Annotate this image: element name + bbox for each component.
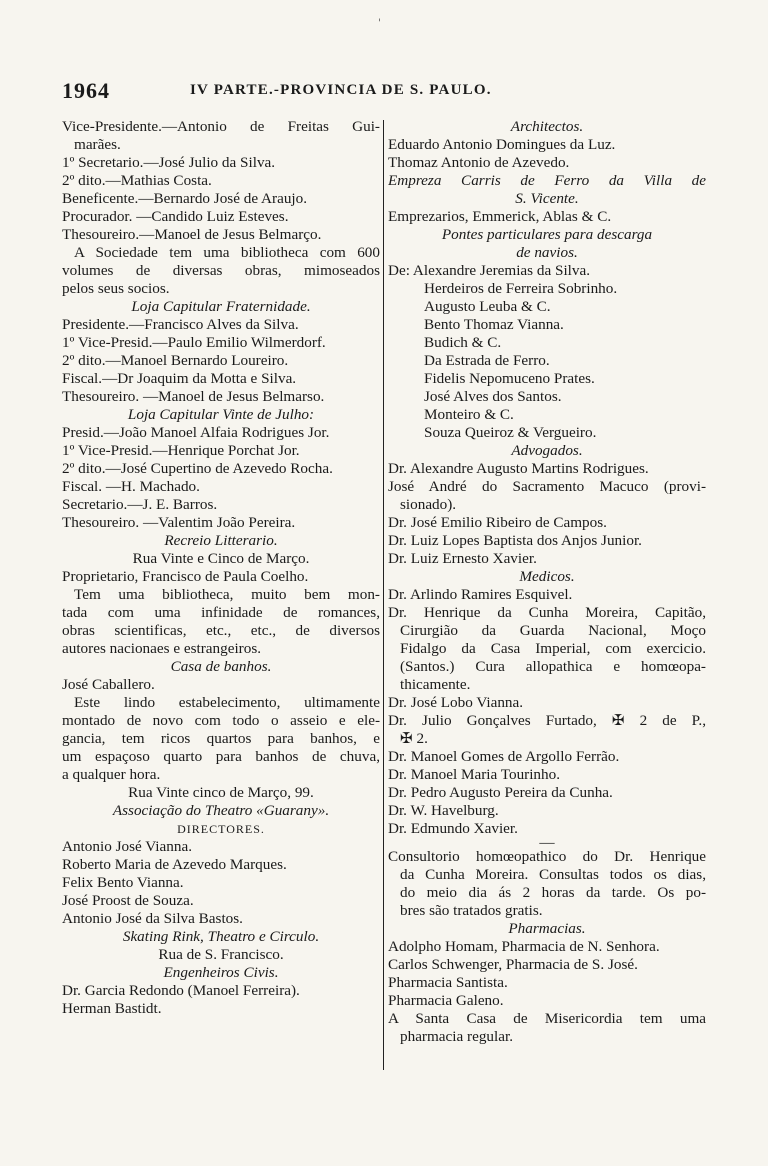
text-line: Dr. Luiz Lopes Baptista dos Anjos Junior. [388, 532, 642, 549]
text-line: DIRECTORES. [177, 822, 265, 836]
text-line: Carlos Schwenger, Pharmacia de S. José. [388, 956, 638, 973]
text-line: montado de novo com todo o asseio e ele- [62, 712, 380, 729]
text-line: Dr. Garcia Redondo (Manoel Ferreira). [62, 982, 300, 999]
text-line: bres são tratados gratis. [400, 902, 543, 919]
text-line: Emprezarios, Emmerick, Ablas & C. [388, 208, 612, 225]
text-line: Fidalgo da Casa Imperial, com exercicio. [400, 640, 706, 657]
text-line: Proprietario, Francisco de Paula Coelho. [62, 568, 309, 585]
text-line: Rua Vinte cinco de Março, 99. [128, 784, 314, 801]
text-line: Dr. José Emilio Ribeiro de Campos. [388, 514, 607, 531]
text-line: A Sociedade tem uma bibliotheca com 600 [74, 244, 380, 261]
text-line: Medicos. [519, 568, 575, 585]
text-line: Thesoureiro. —Valentim João Pereira. [62, 514, 296, 531]
text-line: Dr. Pedro Augusto Pereira da Cunha. [388, 784, 613, 801]
left-column [62, 118, 380, 1018]
text-line: Recreio Litterario. [164, 532, 278, 549]
text-line: Thesoureiro. —Manoel de Jesus Belmarso. [62, 388, 325, 405]
text-line: a qualquer hora. [62, 766, 161, 783]
text-line: Cirurgião da Guarda Nacional, Moço [400, 622, 706, 639]
running-title: IV PARTE.-PROVINCIA DE S. PAULO. [190, 82, 492, 98]
text-line: 1º Vice-Presid.—Henrique Porchat Jor. [62, 442, 300, 459]
text-line: José Proost de Souza. [62, 892, 194, 909]
text-line: autores nacionaes e estrangeiros. [62, 640, 262, 657]
text-line: Fidelis Nepomuceno Prates. [424, 370, 595, 387]
text-line: Dr. Luiz Ernesto Xavier. [388, 550, 537, 567]
text-line: S. Vicente. [515, 190, 579, 207]
text-line: 1º Vice-Presid.—Paulo Emilio Wilmerdorf. [62, 334, 326, 351]
text-line: Rua de S. Francisco. [158, 946, 284, 963]
text-line: Budich & C. [424, 334, 502, 351]
text-line: Procurador. —Candido Luiz Esteves. [62, 208, 289, 225]
text-line: Beneficente.—Bernardo José de Araujo. [62, 190, 308, 207]
text-line: volumes de diversas obras, mimoseados [62, 262, 380, 279]
text-line: Pontes particulares para descarga [441, 226, 653, 243]
text-line: Augusto Leuba & C. [424, 298, 551, 315]
text-line: um espaçoso quarto para banhos de chuva, [62, 748, 380, 765]
text-line: 2º dito.—José Cupertino de Azevedo Rocha. [62, 460, 333, 477]
text-line: Dr. Alexandre Augusto Martins Rodrigues. [388, 460, 649, 477]
text-line: — [539, 838, 555, 848]
text-line: Dr. W. Havelburg. [388, 802, 499, 819]
text-line: Da Estrada de Ferro. [424, 352, 550, 369]
text-line: A Santa Casa de Misericordia tem uma [388, 1010, 706, 1027]
text-line: Dr. Arlindo Ramires Esquivel. [388, 586, 573, 603]
text-line: Advogados. [511, 442, 583, 459]
text-line: gancia, tem ricos quartos para banhos, e [62, 730, 380, 747]
page-number: 1964 [62, 78, 110, 103]
text-line: José Alves dos Santos. [424, 388, 562, 405]
text-line: marães. [74, 136, 121, 153]
text-line: 2º dito.—Mathias Costa. [62, 172, 212, 189]
text-line: obras scientificas, etc., etc., de diversos [62, 622, 380, 639]
text-line: Vice-Presidente.—Antonio de Freitas Gui- [62, 118, 380, 135]
text-line: pelos seus socios. [62, 280, 170, 297]
text-line: 2º dito.—Manoel Bernardo Loureiro. [62, 352, 289, 369]
text-line: Thesoureiro.—Manoel de Jesus Belmarço. [62, 226, 322, 243]
text-line: De: Alexandre Jeremias da Silva. [388, 262, 591, 279]
text-line: de navios. [516, 244, 578, 261]
text-line: Monteiro & C. [424, 406, 514, 423]
text-line: Pharmacias. [508, 920, 586, 937]
text-line: José Caballero. [62, 676, 155, 693]
text-line: Souza Queiroz & Vergueiro. [424, 424, 597, 441]
text-line: Adolpho Homam, Pharmacia de N. Senhora. [388, 938, 660, 955]
text-line: tada com uma infinidade de romances, [62, 604, 380, 621]
text-line: Empreza Carris de Ferro da Villa de [388, 172, 706, 189]
text-line: Skating Rink, Theatro e Circulo. [122, 928, 320, 945]
text-line: Dr. Edmundo Xavier. [388, 820, 518, 837]
text-line: Consultorio homœopathico do Dr. Henrique [388, 848, 706, 865]
text-line: Este lindo estabelecimento, ultimamente [74, 694, 380, 711]
text-line: Loja Capitular Vinte de Julho: [127, 406, 315, 423]
text-line: Fiscal. —H. Machado. [62, 478, 200, 495]
text-line: sionado). [400, 496, 457, 513]
text-line: Dr. Julio Gonçalves Furtado, ✠ 2 de P., [388, 712, 706, 729]
text-line: Felix Bento Vianna. [62, 874, 184, 891]
text-line: Engenheiros Civis. [163, 964, 279, 981]
text-line: Associação do Theatro «Guarany». [112, 802, 330, 819]
text-line: Dr. José Lobo Vianna. [388, 694, 524, 711]
text-line: Dr. Manoel Gomes de Argollo Ferrão. [388, 748, 620, 765]
text-line: thicamente. [400, 676, 471, 693]
text-line: pharmacia regular. [400, 1028, 514, 1045]
text-line: Presid.—João Manoel Alfaia Rodrigues Jor. [62, 424, 330, 441]
text-line: Bento Thomaz Vianna. [424, 316, 564, 333]
text-line: Pharmacia Galeno. [388, 992, 504, 1009]
text-line: do meio dia ás 2 horas da tarde. Os po- [400, 884, 706, 901]
text-line: Thomaz Antonio de Azevedo. [388, 154, 570, 171]
column-divider [383, 120, 384, 1070]
text-line: Eduardo Antonio Domingues da Luz. [388, 136, 616, 153]
text-line: Pharmacia Santista. [388, 974, 508, 991]
text-line: 1º Secretario.—José Julio da Silva. [62, 154, 276, 171]
text-line: José André do Sacramento Macuco (provi- [388, 478, 706, 495]
text-line: Roberto Maria de Azevedo Marques. [62, 856, 287, 873]
text-line: Fiscal.—Dr Joaquim da Motta e Silva. [62, 370, 297, 387]
text-line: Antonio José Vianna. [62, 838, 192, 855]
right-column [388, 118, 706, 1046]
text-line: Dr. Henrique da Cunha Moreira, Capitão, [388, 604, 706, 621]
text-line: da Cunha Moreira. Consultas todos os dias, [400, 866, 706, 883]
top-mark: ' [378, 18, 381, 29]
text-line: Antonio José da Silva Bastos. [62, 910, 243, 927]
text-line: Dr. Manoel Maria Tourinho. [388, 766, 561, 783]
page-header [62, 78, 702, 106]
text-line: Loja Capitular Fraternidade. [131, 298, 311, 315]
text-line: Casa de banhos. [170, 658, 272, 675]
text-line: Rua Vinte e Cinco de Março. [132, 550, 310, 567]
text-line: Architectos. [510, 118, 584, 135]
text-line: Tem uma bibliotheca, muito bem mon- [74, 586, 380, 603]
text-line: Herman Bastidt. [62, 1000, 162, 1017]
text-line: Secretario.—J. E. Barros. [62, 496, 218, 513]
text-line: (Santos.) Cura allopathica e homœopa- [400, 658, 706, 675]
text-line: Herdeiros de Ferreira Sobrinho. [424, 280, 618, 297]
text-line: Presidente.—Francisco Alves da Silva. [62, 316, 299, 333]
text-line: ✠ 2. [400, 730, 428, 747]
